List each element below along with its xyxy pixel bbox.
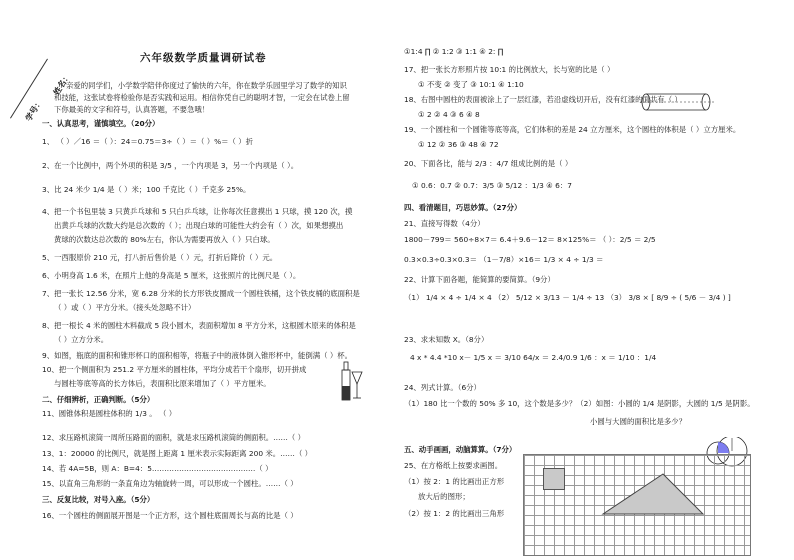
question-24-text-2: 小圆与大圆的面积比是多少？ xyxy=(590,417,687,426)
bottle-and-glass-figure xyxy=(340,358,364,404)
question-7-line-2: （ ）或（ ）平方分米。（接头处忽略不计） xyxy=(54,303,196,312)
student-id-label: 学号： xyxy=(24,97,45,123)
question-19-options: ① 12 ② 36 ③ 48 ④ 72 xyxy=(418,140,499,149)
section-2-heading: 二、仔细辨析，正确判断。（5分） xyxy=(42,395,155,404)
intro-line-1: 亲爱的同学们，小学数学陪伴你度过了愉快的六年，你在数学乐园里学习了数学的知识 xyxy=(66,81,347,90)
question-25-part-1: （1）按 2：1 的比画出正方形 xyxy=(404,477,505,486)
question-11: 11、圆锥体积是圆柱体积的 1/3 。 （ ） xyxy=(42,409,177,418)
question-22: 22、计算下面各题，能简算的要简算。（9分） xyxy=(404,275,555,284)
question-25: 25、在方格纸上按要求画图。 xyxy=(404,461,503,470)
student-name-label: 姓名： xyxy=(52,71,73,97)
question-12: 12、求压路机滚筒一周所压路面的面积，就是求压路机滚筒的侧面积。……（ ） xyxy=(42,433,306,442)
question-21-row-1: 1800－799＝ 560÷8×7＝ 6.4＋9.6－12＝ 8×125%＝ （ ）：2/5 ＝ 2/5 xyxy=(404,235,656,244)
intro-line-3: 下你最美的文字和符号，认真答题，不要急哦！ xyxy=(54,105,210,114)
cylinder-figure xyxy=(640,92,714,112)
question-7-line-1: 7、把一张长 12.56 分米，宽 6.28 分米的长方形铁皮圈成一个圆柱铁桶，这个铁皮桶的底面积是 xyxy=(42,289,360,298)
question-10-line-1: 10、把一个侧面积为 251.2 平方厘米的圆柱体，平均分成若干个扇形，切开拼成 xyxy=(42,365,307,374)
question-19: 19、一个圆柱和一个圆锥等底等高，它们体积的差是 24 立方厘米，这个圆柱的体积是（ ）立方厘米。 xyxy=(404,125,741,134)
question-21-row-2: 0.3×0.3÷0.3×0.3＝ （1－7/8）×16＝ 1/3 × 4 ÷ 1/3 ＝ xyxy=(404,255,604,264)
question-25-part-2: （2）按 1：2 的比画出三角形 xyxy=(404,509,505,518)
intro-line-2: 和技能，这张试卷将检验你是否实践和运用。相信你凭自己的聪明才智，一定会在试卷上留 xyxy=(54,93,350,102)
question-21: 21、直接写得数（4分） xyxy=(404,219,485,228)
question-24: 24、列式计算。（6分） xyxy=(404,383,481,392)
question-8-line-1: 8、把一根长 4 米的圆柱木料截成 5 段小圆木，表面积增加 8 平方分米，这根圆木原来的体积是 xyxy=(42,321,356,330)
question-13: 13、1：20000 的比例尺，就是图上距离 1 厘米表示实际距离 200 米。……（ ） xyxy=(42,449,313,458)
question-10-line-2: 与圆柱等底等高的长方体后，表面积比原来增加了（ ）平方厘米。 xyxy=(54,379,271,388)
section-3-heading: 三、反复比较，对号入座。（5分） xyxy=(42,495,155,504)
question-8-line-2: （ ）立方分米。 xyxy=(54,335,109,344)
question-18-options: ① 2 ② 4 ③ 6 ④ 8 xyxy=(418,110,480,119)
question-9: 9、如图，瓶底的面积和锥形杯口的面积相等，将瓶子中的液体倒入锥形杯中，能倒满（ ）杯。 xyxy=(42,351,353,360)
question-3: 3、比 24 米少 1/4 是（ ）米；100 千克比（ ）千克多 25%。 xyxy=(42,185,251,194)
question-20-options: ① 0.6：0.7 ② 0.7：3/5 ③ 5/12 ：1/3 ④ 6：7 xyxy=(412,181,572,190)
question-17-options: ① 不变 ② 变了 ③ 10:1 ④ 1:10 xyxy=(418,80,524,89)
question-23: 23、求未知数 X。（8分） xyxy=(404,335,489,344)
question-15: 15、以直角三角形的一条直角边为轴旋转一周，可以形成一个圆柱。……（ ） xyxy=(42,479,298,488)
question-4-line-1: 4、把一个书包里装 3 只黄乒乓球和 5 只白乒乓球，让你每次任意摸出 1 只球，摸 120 次，摸 xyxy=(42,207,353,216)
question-5: 5、一西服原价 210 元，打八折后售价是（ ）元，打折后降价（ ）元。 xyxy=(42,253,278,262)
question-22-items: （1） 1/4 × 4 ÷ 1/4 × 4 （2） 5/12 × 3/13 － 1/4 ÷ 13 （3） 3/8 × [ 8/9 ÷ ( 5/6 － 3/4 ) ] xyxy=(404,293,731,302)
section-4-heading: 四、看清题目，巧思妙算。（27分） xyxy=(404,203,522,212)
question-25-part-1b: 放大后的图形； xyxy=(418,492,470,501)
section-1-heading: 一、认真思考，谨慎填空。（20分） xyxy=(42,119,160,128)
question-18: 18、右图中圆柱的表面被涂上了一层红漆，若沿虚线切开后，没有红漆的面共有（ ） xyxy=(404,95,682,104)
gray-square-shape xyxy=(543,468,565,490)
question-20: 20、下面各比，能与 2/3 ：4/7 组成比例的是（ ） xyxy=(404,159,573,168)
page-title: 六年级数学质量调研试卷 xyxy=(140,52,267,64)
question-14: 14、若 4A=5B，则 A：B=4：5……………………………………（ ） xyxy=(42,464,273,473)
question-1: 1、 （ ）／16 ＝（ ）：24＝0.75＝3÷（ ）＝（ ）%＝（ ）折 xyxy=(42,137,254,146)
question-23-items: 4 x * 4.4 *10 x－ 1/5 x ＝ 3/10 64/x ＝ 2.4/0.9 1/6 ：x ＝ 1/10 ：1/4 xyxy=(410,353,657,362)
question-6: 6、小明身高 1.6 米，在照片上他的身高是 5 厘米，这张照片的比例尺是（ ）。 xyxy=(42,271,301,280)
question-2: 2、在一个比例中，两个外项的积是 3/5 ，一个内项是 3，另一个内项是（ ）。 xyxy=(42,161,299,170)
question-24-text: （1）180 比一个数的 50% 多 10，这个数是多少？（2）如图：小圆的 1/4 是阴影，大圆的 1/5 是阴影。 xyxy=(404,399,755,408)
question-16: 16、一个圆柱的侧面展开图是一个正方形，这个圆柱底面周长与高的比是（ ） xyxy=(42,511,298,520)
question-17: 17、把一张长方形照片按 10:1 的比例放大，长与宽的比是（ ） xyxy=(404,65,615,74)
question-4-line-2: 出黄乒乓球的次数大约是总次数的（ ）；出现白球的可能性大约会有（ ）次，如果想摸出 xyxy=(54,221,344,230)
question-16-options: ①1:4 ∏ ② 1:2 ③ 1:1 ④ 2: ∏ xyxy=(404,47,504,56)
section-5-heading: 五、动手画画，动脑算算。（7分） xyxy=(404,445,517,454)
question-4-line-3: 黄球的次数达总次数的 80%左右，你认为需要再放入（ ）只白球。 xyxy=(54,235,275,244)
